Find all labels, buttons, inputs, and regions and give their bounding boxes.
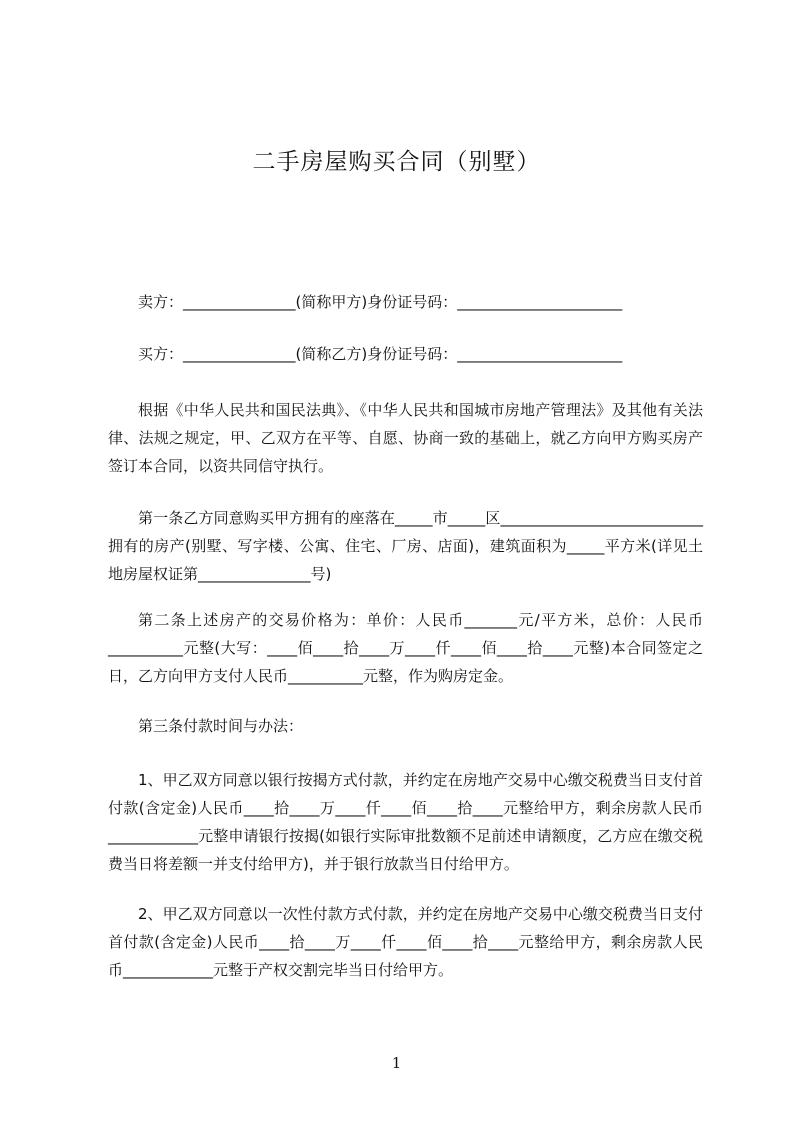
article-2-paragraph: 第二条上述房产的交易价格为：单价：人民币_______元/平方米，总价：人民币__________元整(大写：____佰____拾____万____仟____佰____拾____元整)本合同签定之日，乙方向甲方支付人民币__________元整，作为购房定金。 [108, 611, 703, 685]
seller-line: 卖方：_______________(简称甲方)身份证号码：______________________ [138, 293, 623, 311]
article-1-paragraph: 第一条乙方同意购买甲方拥有的座落在_____市_____区___________________________拥有的房产(别墅、写字楼、公寓、住宅、厂房、店面)，建筑面积为_____平方米(详见土地房屋权证第_______________号) [108, 509, 703, 583]
payment-clause-1: 1、甲乙双方同意以银行按揭方式付款，并约定在房地产交易中心缴交税费当日支付首付款(含定金)人民币____拾____万____仟____佰____拾____元整给甲方，剩余房款人民币____________元整申请银行按揭(如银行实际审批数额不足前述申请额度，乙方应在缴交税费当日将差额一并支付给甲方)，并于银行放款当日付给甲方。 [108, 771, 703, 873]
preamble-paragraph: 根据《中华人民共和国民法典》、《中华人民共和国城市房地产管理法》及其他有关法律、法规之规定，甲、乙双方在平等、自愿、协商一致的基础上，就乙方向甲方购买房产签订本合同，以资共同信守执行。 [108, 401, 703, 475]
buyer-line: 买方：_______________(简称乙方)身份证号码：______________________ [138, 345, 623, 363]
article-3-heading: 第三条付款时间与办法： [138, 717, 304, 735]
page-number: 1 [391, 1054, 402, 1072]
document-title: 二手房屋购买合同（别墅） [252, 149, 541, 175]
payment-clause-2: 2、甲乙双方同意以一次性付款方式付款，并约定在房地产交易中心缴交税费当日支付首付款(含定金)人民币____拾____万____仟____佰____拾____元整给甲方，剩余房款人民币____________元整于产权交割完毕当日付给甲方。 [108, 905, 703, 979]
